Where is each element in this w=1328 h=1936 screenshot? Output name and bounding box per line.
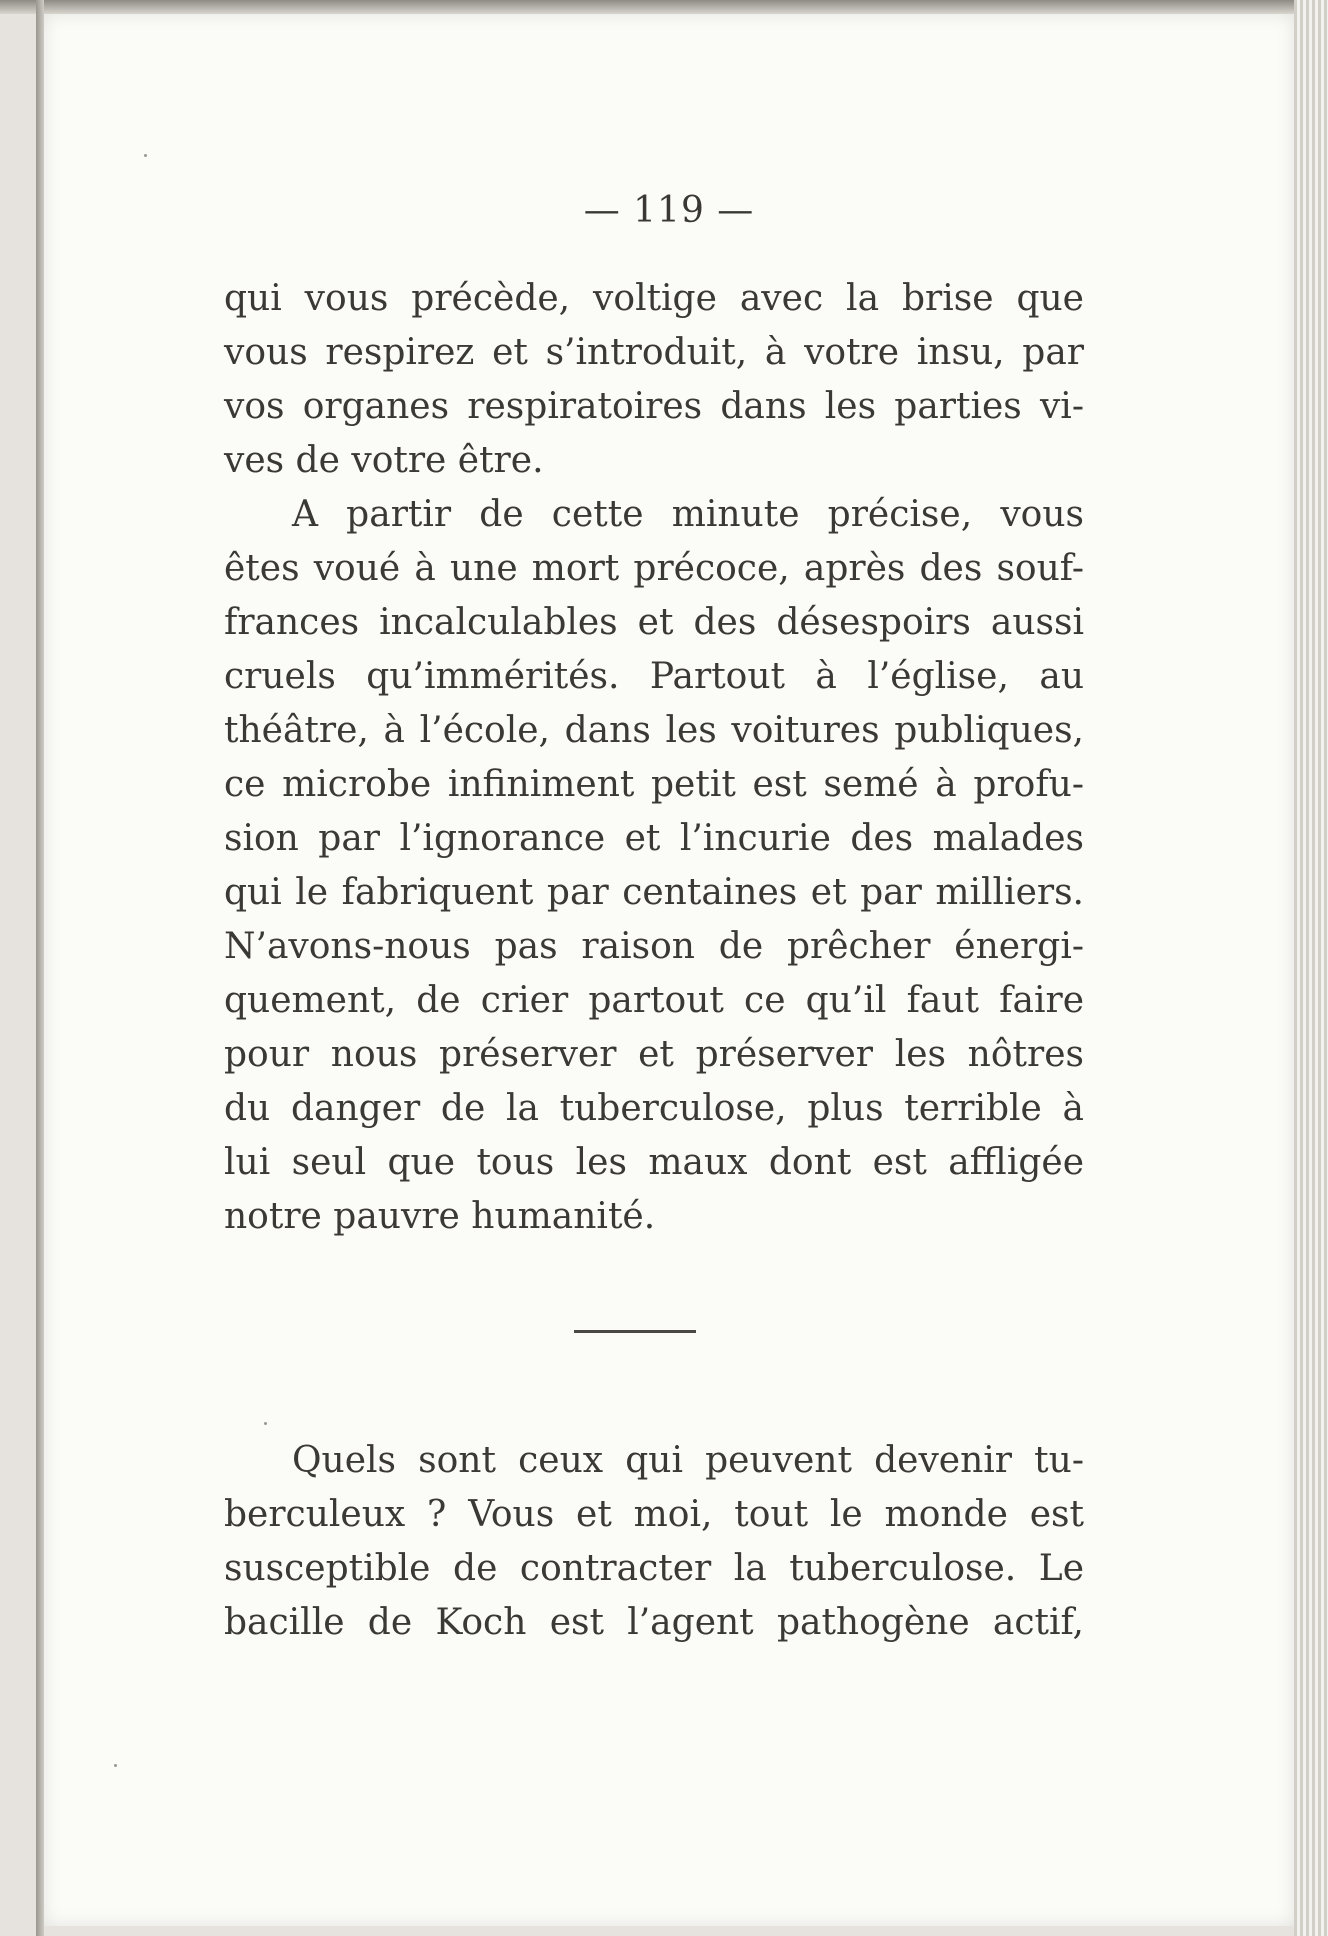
text-line: sion par l’ignorance et l’incurie des malades (224, 818, 1084, 859)
text-line: du danger de la tuberculose, plus terrible à (224, 1088, 1084, 1129)
paper-speck (114, 1764, 117, 1767)
text-line: vous respirez et s’introduit, à votre insu, par (224, 332, 1084, 373)
section-divider (574, 1330, 696, 1333)
text-line: cruels qu’immérités. Partout à l’église, au (224, 656, 1084, 697)
text-line: êtes voué à une mort précoce, après des souf- (224, 548, 1084, 589)
text-line: frances incalculables et des désespoirs aussi (224, 602, 1084, 643)
paragraph-block-1 (224, 272, 1084, 1244)
text-line: pour nous préserver et préserver les nôtres (224, 1034, 1084, 1075)
text-line: notre pauvre humanité. (224, 1196, 656, 1237)
text-line: susceptible de contracter la tuberculose. Le (224, 1548, 1084, 1589)
text-line: bacille de Koch est l’agent pathogène actif, (224, 1602, 1084, 1643)
text-line: ves de votre être. (224, 440, 544, 481)
text-line: N’avons-nous pas raison de prêcher énergi- (224, 926, 1084, 967)
paper-speck (264, 1422, 267, 1425)
book-page (44, 14, 1294, 1926)
text-line: A partir de cette minute précise, vous (292, 494, 1084, 535)
text-line: qui le fabriquent par centaines et par milliers. (224, 872, 1084, 913)
page-number: — 119 — (583, 190, 755, 231)
text-line: qui vous précède, voltige avec la brise que (224, 278, 1084, 319)
text-line: berculeux ? Vous et moi, tout le monde est (224, 1494, 1084, 1535)
page-top-edge (0, 0, 1328, 14)
paragraph-block-2 (224, 1434, 1084, 1650)
text-line: Quels sont ceux qui peuvent devenir tu- (292, 1440, 1084, 1481)
binding-gutter (36, 0, 44, 1936)
text-line: quement, de crier partout ce qu’il faut faire (224, 980, 1084, 1021)
text-line: vos organes respiratoires dans les parties vi- (224, 386, 1084, 427)
text-line: lui seul que tous les maux dont est affligée (224, 1142, 1084, 1183)
text-line: théâtre, à l’école, dans les voitures publiques, (224, 710, 1084, 751)
paper-speck (144, 154, 147, 157)
text-line: ce microbe infiniment petit est semé à profu- (224, 764, 1084, 805)
page-stack-edge (1294, 0, 1328, 1936)
